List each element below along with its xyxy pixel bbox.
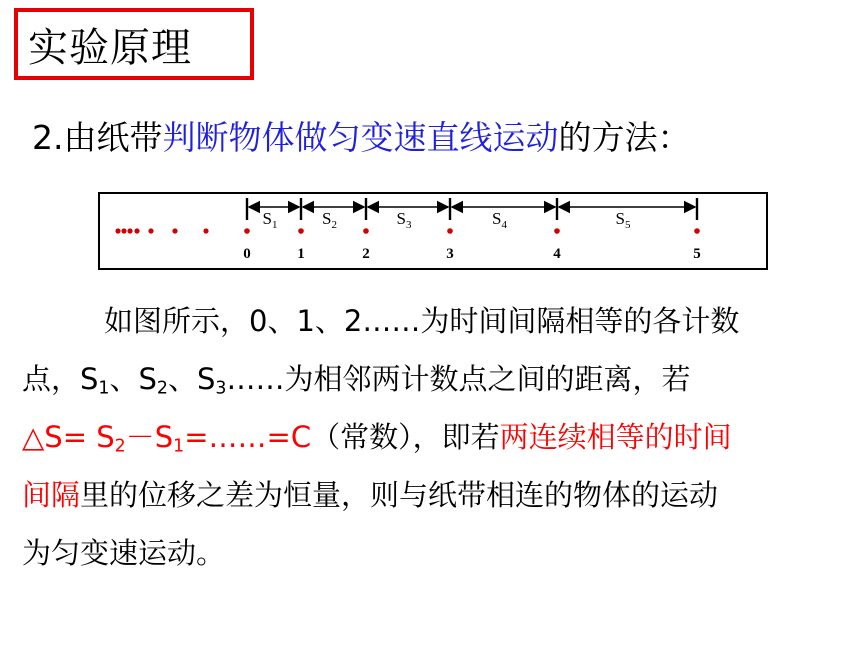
para-text-2c: 、S xyxy=(109,362,157,396)
sub-2: 2 xyxy=(156,378,168,399)
heading-number: 2. xyxy=(32,118,64,157)
count-point-1 xyxy=(298,228,304,234)
tape-dot-6 xyxy=(203,228,208,233)
sub-3: 3 xyxy=(215,378,227,399)
count-point-0 xyxy=(244,228,250,234)
minus-s-text: －S xyxy=(125,420,174,454)
para-text-1: 如图所示，0、1、2……为时间间隔相等的各计数 xyxy=(104,304,740,338)
point-label-1: 1 xyxy=(297,246,305,262)
count-point-2 xyxy=(363,228,369,234)
para-line-4 xyxy=(22,466,842,524)
segment-label-s1: $S_1$ xyxy=(262,209,278,231)
tape-dot-0 xyxy=(115,228,120,233)
paper-tape-diagram xyxy=(98,192,768,270)
segment-label-s2: $S_2$ xyxy=(322,209,337,231)
count-point-4 xyxy=(554,228,560,234)
point-label-5: 5 xyxy=(693,246,701,262)
count-point-5 xyxy=(694,228,700,234)
para-text-2g: ……为相邻两计数点之间的距离，若 xyxy=(226,362,691,396)
segment-label-s5: $S_5$ xyxy=(615,209,631,231)
delta-s-text: △S= S xyxy=(22,420,115,454)
point-label-0: 0 xyxy=(243,246,251,262)
tape-dot-2 xyxy=(127,228,132,233)
para-text-4: 里的位移之差为恒量，则与纸带相连的物体的运动 xyxy=(80,478,719,512)
paper-tape-svg xyxy=(100,194,766,268)
equals-c-text: =……=C xyxy=(184,420,312,454)
para-line-1 xyxy=(22,292,842,350)
count-point-3 xyxy=(447,228,453,234)
sub-1: 1 xyxy=(98,378,110,399)
para-line-2 xyxy=(22,350,842,408)
heading-highlight: 判断物体做匀变速直线运动 xyxy=(162,118,559,157)
point-label-3: 3 xyxy=(446,246,454,262)
red-emphasis-1: 两连续相等的时间 xyxy=(499,420,732,454)
para-text-2e: 、S xyxy=(168,362,216,396)
tape-dot-4 xyxy=(148,228,153,233)
heading-post: 的方法： xyxy=(558,118,691,157)
title-box xyxy=(14,8,254,80)
segment-label-s4: $S_4$ xyxy=(492,209,507,231)
tape-dot-5 xyxy=(172,228,177,233)
constant-text: （常数），即若 xyxy=(311,420,500,454)
para-text-2a: 点，S xyxy=(22,362,99,396)
page-title: 实验原理 xyxy=(28,24,192,71)
delta-sub-1: 1 xyxy=(173,436,185,457)
delta-sub-2: 2 xyxy=(114,436,126,457)
para-line-3 xyxy=(22,408,842,466)
tape-dot-3 xyxy=(134,228,139,233)
para-line-5 xyxy=(22,524,842,582)
segment-label-s3: $S_3$ xyxy=(396,209,412,231)
heading-pre: 由纸带 xyxy=(63,118,163,157)
point-label-4: 4 xyxy=(553,246,561,262)
section-heading xyxy=(32,112,691,159)
red-emphasis-2: 间隔 xyxy=(22,478,81,512)
tape-dot-1 xyxy=(121,228,126,233)
para-text-5: 为匀变速运动。 xyxy=(22,536,226,570)
point-label-2: 2 xyxy=(362,246,370,262)
explanation-paragraph xyxy=(22,292,842,582)
